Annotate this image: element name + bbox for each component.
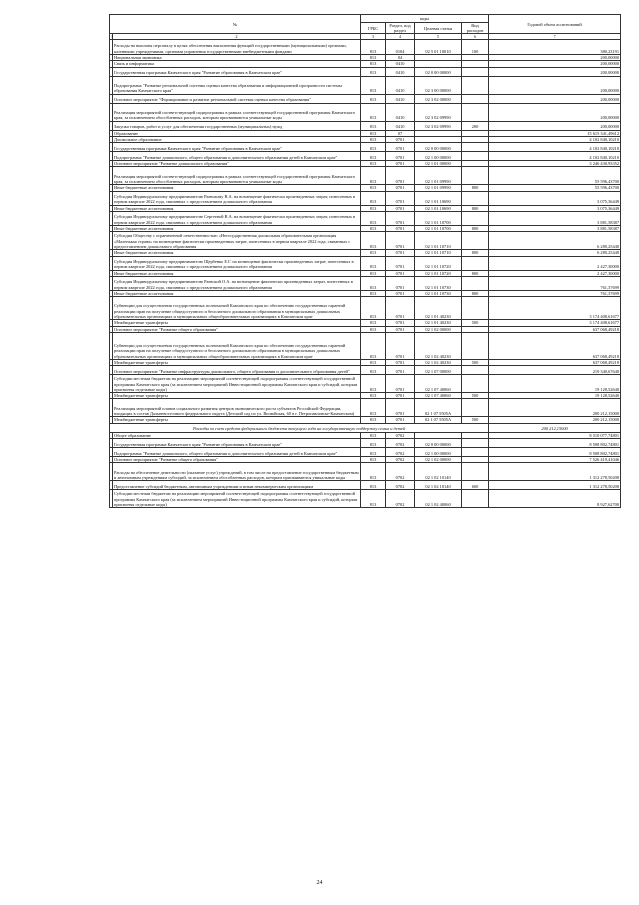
table-row [110,439,621,448]
table-row [110,481,621,490]
cell-amount: 637 068,49218 [489,332,621,359]
cell-amount: 219 340,67640 [489,366,621,375]
cell-name: Реализация мероприятий планов социального развития центров экономического роста субъектов Российской Федерации, входящих в состав Дальневосточного федерального округа (Детский сад по ул. Вилюйская, 60 в г. Петропавловске-Камчатском) [113,399,361,417]
cell-target: 02 5 01 10010 [415,40,462,55]
cell-amount: 200,00000 [489,103,621,121]
cell-section: 0701 [386,297,415,320]
cell-type: 800 [462,185,489,191]
cell-grbs: 813 [361,297,386,320]
cell-name: Иные бюджетные ассигнования [113,205,361,211]
cell-section: 0701 [386,276,415,290]
cell-grbs: 813 [361,232,386,250]
cell-section: 04 [386,55,415,61]
cell-type: 500 [462,393,489,399]
cell-target: 02 3 02 00000 [415,94,462,103]
cell-section: 07 [386,130,415,136]
cell-grbs: 813 [361,40,386,55]
cell-name: Иные бюджетные ассигнования [113,250,361,256]
cell-target: 02 1 02 40230 [415,359,462,365]
cell-grbs: 813 [361,55,386,61]
cell-section: 0702 [386,439,415,448]
cell-grbs: 813 [361,276,386,290]
cell-amount: 637 068,49218 [489,359,621,365]
cell-name: Субвенции для осуществления государственных полномочий Камчатского края по обеспечению государственных гарантий реализации прав на получение общедоступного и бесплатного дошкольного образования в муниципальных дошкольных образовательных организациях и муниципальных общеобразовательных организациях в Камчатском крае [113,297,361,320]
cell-type [462,143,489,152]
cell-type [462,297,489,320]
cell-name: Подпрограмма "Развитие дошкольного, общего образования и дополнительного образования детей в Камчатском крае" [113,448,361,457]
cell-section: 0702 [386,457,415,463]
cell-name: Подпрограмма "Развитие дошкольного, общего образования и дополнительного образования детей в Камчатском крае" [113,152,361,161]
cell-grbs: 813 [361,94,386,103]
cell-grbs: 813 [361,448,386,457]
cell-grbs: 813 [361,152,386,161]
cell-amount: 4 102 840,10210 [489,136,621,142]
cell-target: 02 1 01 10700 [415,212,462,226]
cell-name: Иные бюджетные ассигнования [113,270,361,276]
cell-section: 0410 [386,94,415,103]
cell-name: Подпрограмма "Развитие региональной системы оценки качества образования и информационной прозрачности системы образования Камчатского края" [113,76,361,94]
table-row [110,121,621,130]
cell-target: 02 1 07 00000 [415,366,462,375]
cell-amount: 8 927,62700 [489,490,621,508]
cell-grbs: 813 [361,185,386,191]
cell-type [462,366,489,375]
table-row [110,463,621,481]
cell-target: 02 1 01 10730 [415,290,462,296]
cell-amount: 3 881,58387 [489,226,621,232]
cell-type [462,76,489,94]
budget-sheet [109,14,620,508]
column-number: 6 [462,34,489,40]
cell-name: Субвенции для осуществления государственных полномочий Камчатского края по обеспечению государственных гарантий реализации прав на получение общедоступного и бесплатного дошкольного образования в муниципальных дошкольных образовательных организациях и муниципальных общеобразовательных организациях в Камчатском крае [113,332,361,359]
table-row [110,332,621,359]
cell-name: Иные бюджетные ассигнования [113,290,361,296]
cell-name: Реализация мероприятий соответствующей подпрограммы в рамках соответствующей государственной программы Камчатского края, за исключением обособленных расходов, которым присваиваются уникальные коды [113,103,361,121]
cell-section: 0701 [386,136,415,142]
table-row [110,366,621,375]
header-num: № [110,15,361,34]
cell-amount: 55 596,43700 [489,167,621,185]
cell-grbs: 813 [361,490,386,508]
cell-target: 02 1 01 10710 [415,250,462,256]
cell-amount: 3 075,36449 [489,205,621,211]
cell-target: 02 1 01 10720 [415,256,462,270]
cell-amount: 761,37699 [489,276,621,290]
cell-section: 0701 [386,232,415,250]
column-number: 1 [111,34,113,39]
cell-grbs: 813 [361,417,386,423]
cell-target: 02 1 01 10690 [415,205,462,211]
table-row [110,167,621,185]
cell-grbs: 813 [361,463,386,481]
cell-target: 02 1 01 00000 [415,161,462,167]
cell-name: Национальная экономика [113,55,361,61]
cell-section: 0701 [386,270,415,276]
table-row [110,143,621,152]
cell-name: Межбюджетные трансферты [113,417,361,423]
cell-target: 02 1 02 10140 [415,481,462,490]
cell-target: 02 1 01 09990 [415,185,462,191]
cell-target: 02 1 02 10140 [415,463,462,481]
cell-amount: 3 174 408,61677 [489,297,621,320]
cell-section: 0701 [386,320,415,326]
cell-name: Межбюджетные трансферты [113,359,361,365]
cell-target: 02 1 00 00000 [415,152,462,161]
cell-name: Предоставление субсидий бюджетным, автономным учреждениям и иным некоммерческим организациям [113,481,361,490]
cell-type [462,67,489,76]
cell-type [462,276,489,290]
cell-grbs: 813 [361,366,386,375]
cell-section: 0701 [386,256,415,270]
cell-target: 02 1 02 00000 [415,457,462,463]
cell-name: Субсидия Индивидуальному предпринимателю Сергеевой В.А. на возмещение фактически произведенных затрат, понесенных в первом квартале 2022 года, связанных с предоставлением дошкольного образования [113,212,361,226]
header-grbs: ГРБС [361,23,386,34]
cell-target: 02 1 07 40060 [415,375,462,393]
cell-section: 0701 [386,332,415,359]
cell-target: 02 1 00 00000 [415,448,462,457]
cell-grbs: 813 [361,130,386,136]
table-row [110,212,621,226]
cell-name: Субсидия Индивидуальному предпринимателю Раевскому В.А. на возмещение фактически произведенных затрат, понесенных в первом квартале 2022 года, связанных с предоставлением дошкольного образования [113,191,361,205]
cell-section: 0701 [386,393,415,399]
table-row [110,40,621,55]
cell-grbs: 813 [361,359,386,365]
cell-section: 0410 [386,103,415,121]
cell-grbs: 813 [361,332,386,359]
cell-amount: 8 508 802,74801 [489,439,621,448]
cell-section: 0701 [386,250,415,256]
cell-name: Субсидия Индивидуальному предпринимателю Раевской О.А. на возмещение фактически произведенных затрат, понесенных в первом квартале 2022 года, связанных с предоставлением дошкольного образования [113,276,361,290]
cell-section: 0701 [386,359,415,365]
cell-amount: 4 102 840,10210 [489,143,621,152]
cell-name: Дошкольное образование [113,136,361,142]
cell-amount: 200 212,15000 [489,417,621,423]
cell-grbs: 813 [361,393,386,399]
note-amount: 200 212,15000 [489,423,621,432]
cell-name: Основное мероприятие "Развитие общего образования" [113,457,361,463]
note-text: Расходы за счет средств федерального бюджета текущего года на государственную поддержку семьи и детей [110,423,489,432]
cell-section: 0410 [386,61,415,67]
cell-section: 0701 [386,366,415,375]
cell-section: 0701 [386,212,415,226]
cell-section: 0702 [386,448,415,457]
cell-name: Связь и информатика [113,61,361,67]
cell-grbs: 813 [361,212,386,226]
cell-name: Иные бюджетные ассигнования [113,226,361,232]
cell-amount: 3 075,36449 [489,191,621,205]
cell-type [462,256,489,270]
cell-section: 0701 [386,375,415,393]
cell-name: Государственная программа Камчатского края "Развитие образования в Камчатском крае" [113,67,361,76]
cell-target: 02 1 02 40230 [415,332,462,359]
cell-target: 02 1 01 10730 [415,276,462,290]
cell-target: 02 1 02 00000 [415,326,462,332]
cell-name: Закупка товаров, работ и услуг для обеспечения государственных (муниципальных) нужд [113,121,361,130]
cell-grbs: 813 [361,103,386,121]
table-row [110,191,621,205]
cell-section: 0701 [386,185,415,191]
cell-type [462,103,489,121]
page-number: 24 [316,880,323,886]
cell-section: 0701 [386,399,415,417]
cell-name: Основное мероприятие "Формирование и развитие региональной системы оценки качества образования" [113,94,361,103]
cell-amount: 19 128,52640 [489,375,621,393]
cell-grbs: 813 [361,432,386,438]
cell-amount: 15 615 341,49612 [489,130,621,136]
cell-grbs: 813 [361,191,386,205]
cell-target: 02 1 07 40060 [415,393,462,399]
cell-target: 02 1 01 09990 [415,167,462,185]
cell-target: 02 1 01 40230 [415,320,462,326]
cell-target: 02 1 01 10710 [415,232,462,250]
cell-target: 02 1 01 10690 [415,191,462,205]
cell-type: 600 [462,481,489,490]
cell-name: Реализация мероприятий соответствующей подпрограммы в рамках соответствующей государственной программы Камчатского края, за исключением обособленных расходов, которым присваиваются уникальные коды [113,167,361,185]
table-row [110,297,621,320]
cell-target: 02 1 01 40230 [415,297,462,320]
cell-section: 0702 [386,481,415,490]
cell-name: Образование [113,130,361,136]
cell-type [462,167,489,185]
header-amount: Годовой объем ассигнований [489,15,621,34]
cell-type: 800 [462,250,489,256]
cell-type [462,152,489,161]
cell-amount: 2 427,30000 [489,256,621,270]
cell-type [462,439,489,448]
cell-section: 0701 [386,161,415,167]
table-row [110,67,621,76]
cell-grbs: 813 [361,457,386,463]
budget-table [109,14,621,508]
cell-type [462,463,489,481]
cell-name: Субсидии местным бюджетам на реализацию мероприятий соответствующей подпрограммы соответствующей государственной программы Камчатского края (за исключением мероприятий Инвестиционной программы Камчатского края и субсидий, которым присвоены отдельные коды) [113,375,361,393]
cell-grbs: 813 [361,290,386,296]
cell-target: 02 3 02 09990 [415,121,462,130]
cell-section: 0702 [386,463,415,481]
cell-type [462,448,489,457]
cell-type [462,399,489,417]
cell-grbs: 813 [361,270,386,276]
table-row [110,276,621,290]
cell-amount: 7 526 419,41046 [489,457,621,463]
cell-grbs: 813 [361,76,386,94]
table-row [110,375,621,393]
cell-section: 0702 [386,490,415,508]
cell-amount: 200,00000 [489,67,621,76]
cell-target: 02 1 07 5505A [415,399,462,417]
table-row [110,103,621,121]
cell-name: Государственная программа Камчатского края "Развитие образования в Камчатском крае" [113,439,361,448]
cell-name: Субсидия Индивидуальному предпринимателю Щербенко Е.Г. на возмещение фактически произведенных затрат, понесенных в первом квартале 2022 года, связанных с предоставлением дошкольного образования [113,256,361,270]
cell-amount: 200,00000 [489,121,621,130]
cell-type [462,332,489,359]
cell-type: 500 [462,417,489,423]
cell-target: 02 0 00 00000 [415,143,462,152]
cell-name: Основное мероприятие "Развитие дошкольного образования" [113,161,361,167]
cell-amount: 3 246 430,93352 [489,161,621,167]
cell-type: 800 [462,226,489,232]
table-row [110,448,621,457]
cell-type: 100 [462,40,489,55]
cell-amount: 19 128,52640 [489,393,621,399]
cell-type: 800 [462,270,489,276]
table-row [110,152,621,161]
cell-amount: 200 212,15000 [489,399,621,417]
cell-amount: 637 068,49218 [489,326,621,332]
cell-section: 0104 [386,40,415,55]
cell-type [462,94,489,103]
cell-amount: 4 102 840,10210 [489,152,621,161]
cell-amount: 200,00000 [489,94,621,103]
table-row [110,490,621,508]
cell-grbs: 813 [361,481,386,490]
cell-amount: 380,23191 [489,40,621,55]
cell-target: 02 1 07 5505A [415,417,462,423]
cell-grbs: 813 [361,326,386,332]
cell-name: Межбюджетные трансферты [113,393,361,399]
table-row [110,399,621,417]
cell-name: Основное мероприятие "Развитие инфраструктуры дошкольного, общего образования и дополнительного образования детей" [113,366,361,375]
cell-section: 0701 [386,290,415,296]
cell-name: Субсидия Обществу с ограниченной ответственностью «Негосударственная дошкольная образовательная организация «Маленькая страна» на возмещение фактически произведенных затрат, понесенных в первом квартале 2022 года, связанных с предоставлением дошкольного образования [113,232,361,250]
cell-section: 0410 [386,121,415,130]
cell-type: 800 [462,290,489,296]
cell-name: Иные бюджетные ассигнования [113,185,361,191]
cell-grbs: 813 [361,256,386,270]
header-type: Вид расходов [462,23,489,34]
cell-amount: 3 174 408,61677 [489,320,621,326]
table-row [110,76,621,94]
cell-name: Субсидии местным бюджетам на реализацию мероприятий соответствующей подпрограммы соответствующей государственной программы Камчатского края (за исключением мероприятий Инвестиционной программы Камчатского края и субсидий, которым присвоены отдельные коды) [113,490,361,508]
column-number: 3 [361,34,386,40]
cell-grbs: 813 [361,121,386,130]
cell-amount: 3 881,58387 [489,212,621,226]
cell-type [462,375,489,393]
cell-target: 02 3 00 00000 [415,76,462,94]
cell-grbs: 813 [361,143,386,152]
column-number: 5 [415,34,462,40]
note-row [110,423,621,432]
cell-type: 200 [462,121,489,130]
cell-grbs: 813 [361,205,386,211]
column-number: 2 [113,34,361,40]
cell-amount: 761,37699 [489,290,621,296]
header-codes: коды [361,15,489,23]
cell-section: 0701 [386,326,415,332]
cell-grbs: 813 [361,161,386,167]
table-row [110,232,621,250]
cell-section: 0701 [386,417,415,423]
cell-name: Расходы на обеспечение деятельности (оказание услуг) учреждений, в том числе на предоставление государственным бюджетным и автономным учреждениям субсидий, за исключением обособленных расходов, которым присваиваются уникальные коды [113,463,361,481]
cell-grbs: 813 [361,167,386,185]
column-number: 4 [386,34,415,40]
cell-target: 02 1 02 40060 [415,490,462,508]
cell-section: 0702 [386,432,415,438]
cell-grbs: 813 [361,320,386,326]
cell-amount: 200,00000 [489,61,621,67]
cell-amount: 2 427,30000 [489,270,621,276]
cell-type: 500 [462,320,489,326]
cell-amount: 1 312 278,50208 [489,481,621,490]
cell-type [462,232,489,250]
cell-name: Основное мероприятие "Развитие общего образования" [113,326,361,332]
cell-section: 0701 [386,143,415,152]
cell-section: 0701 [386,205,415,211]
cell-grbs: 813 [361,226,386,232]
cell-name: Расходы на выплаты персоналу в целях обеспечения выполнения функций государственными (муниципальными) органами, казенными учреждениями, органами управления государственными внебюджетными фондами [113,40,361,55]
cell-name: Государственная программа Камчатского края "Развитие образования в Камчатском крае" [113,143,361,152]
cell-name: Общее образование [113,432,361,438]
cell-type: 500 [462,359,489,365]
header-section: Раздел, под раздел [386,23,415,34]
cell-target: 02 0 00 00000 [415,67,462,76]
cell-type [462,212,489,226]
cell-grbs: 813 [361,67,386,76]
cell-target: 02 1 01 10700 [415,226,462,232]
table-row [110,256,621,270]
cell-grbs: 813 [361,375,386,393]
cell-name: Межбюджетные трансферты [113,320,361,326]
table-row [110,94,621,103]
cell-target: 02 3 02 09990 [415,103,462,121]
cell-target: 02 1 01 10720 [415,270,462,276]
cell-amount: 8 510 077,74801 [489,432,621,438]
cell-amount: 1 312 278,50208 [489,463,621,481]
cell-grbs: 813 [361,250,386,256]
cell-section: 0701 [386,226,415,232]
cell-section: 0701 [386,167,415,185]
cell-grbs: 813 [361,61,386,67]
cell-amount: 6 280,25440 [489,250,621,256]
cell-amount: 6 280,25440 [489,232,621,250]
cell-grbs: 813 [361,136,386,142]
cell-amount: 200,00000 [489,76,621,94]
cell-amount: 8 508 802,74801 [489,448,621,457]
header-target: Целевая статья [415,23,462,34]
cell-amount: 55 596,43700 [489,185,621,191]
cell-section: 0701 [386,152,415,161]
cell-section: 0410 [386,76,415,94]
cell-section: 0701 [386,191,415,205]
cell-target: 02 0 00 00000 [415,439,462,448]
cell-grbs: 813 [361,439,386,448]
cell-type: 800 [462,205,489,211]
column-number: 7 [489,34,621,40]
cell-grbs: 813 [361,399,386,417]
cell-section: 0410 [386,67,415,76]
cell-amount: 200,00000 [489,55,621,61]
cell-type [462,191,489,205]
cell-type [462,490,489,508]
